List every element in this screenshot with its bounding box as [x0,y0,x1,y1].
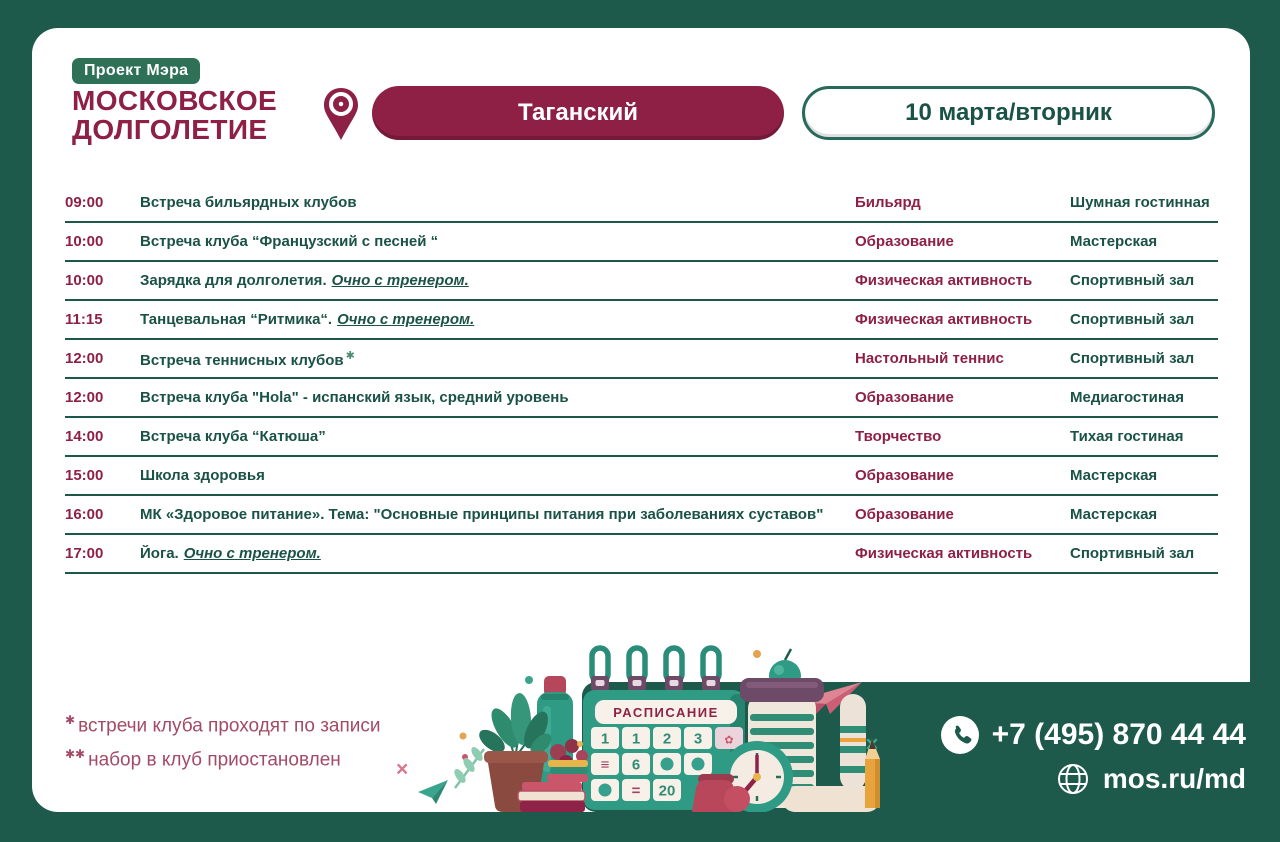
svg-text:≡: ≡ [600,756,610,774]
row-activity [140,311,855,328]
activity-note: Очно с тренером. [337,311,475,328]
row-location: Спортивный зал [1070,350,1195,367]
row-location: Спортивный зал [1070,311,1195,328]
row-time: 12:00 [65,389,104,406]
row-time: 16:00 [65,506,104,523]
globe-icon [1056,762,1090,796]
svg-text:1: 1 [631,730,641,748]
schedule-row [65,379,1218,418]
activity-text: Йога. [140,545,179,562]
branch [452,745,485,788]
schedule-row [65,535,1218,574]
activity-text: Школа здоровья [140,467,265,484]
footnote-line [65,740,381,774]
contacts [941,716,1246,796]
svg-text:=: = [631,782,641,800]
schedule-row [65,223,1218,262]
svg-text:2: 2 [662,730,672,748]
row-category: Образование [855,467,954,484]
schedule-row [65,418,1218,457]
row-category: Образование [855,506,954,523]
row-location: Спортивный зал [1070,272,1195,289]
row-category: Физическая активность [855,545,1033,562]
row-location: Медиагостиная [1070,389,1185,406]
row-location: Спортивный зал [1070,545,1195,562]
calendar-label: РАСПИСАНИЕ [613,705,719,720]
phone-number: +7 (495) 870 44 44 [991,718,1246,751]
date-pill: 10 марта/вторник [802,86,1215,140]
decor-x-mark: × [396,758,409,781]
phone-row [941,716,1246,754]
svg-text:6: 6 [631,756,641,774]
svg-text:3: 3 [693,730,703,748]
svg-text:✿: ✿ [724,734,734,747]
footnote-text: встречи клуба проходят по записи [78,715,381,737]
district-pill: Таганский [372,86,784,140]
activity-text: Встреча клуба “Французский с песней “ [140,233,439,250]
row-time: 11:15 [65,311,103,328]
row-activity [140,349,855,369]
row-time: 10:00 [65,272,104,289]
row-time: 15:00 [65,467,104,484]
row-category: Бильярд [855,194,921,211]
row-location: Шумная гостинная [1070,194,1210,211]
row-category: Образование [855,389,954,406]
website-row [1056,762,1246,796]
paper-plane-teal [418,780,448,804]
activity-footnote-mark: ✱ [345,349,355,362]
activity-text: МК «Здоровое питание». Тема: "Основные принципы питания при заболеваниях суставов" [140,506,824,523]
activity-note: Очно с тренером. [331,272,469,289]
row-activity [140,389,855,406]
row-activity [140,233,855,250]
activity-text: Танцевальная “Ритмика“. [140,311,333,328]
schedule-row [65,184,1218,223]
row-activity [140,506,855,523]
activity-text: Встреча теннисных клубов [140,351,344,369]
website-url: mos.ru/md [1102,763,1246,794]
footnote-text: набор в клуб приостановлен [88,749,341,771]
row-time: 10:00 [65,233,104,250]
row-activity [140,467,855,484]
schedule-row [65,457,1218,496]
schedule-row [65,301,1218,340]
activity-text: Зарядка для долголетия. [140,272,327,289]
row-activity [140,194,855,211]
row-category: Физическая активность [855,311,1033,328]
footnote-mark: ✱✱ [65,747,86,762]
row-time: 12:00 [65,350,104,367]
row-time: 14:00 [65,428,104,445]
footnote-line [65,706,381,740]
books-stack [518,782,585,812]
row-category: Настольный теннис [855,350,1004,367]
mayor-project-badge: Проект Мэра [72,58,200,84]
logo-title [72,86,277,144]
row-category: Физическая активность [855,272,1033,289]
svg-text:20: 20 [658,782,676,800]
row-activity [140,272,855,289]
row-category: Образование [855,233,954,250]
activity-text: Встреча клуба “Катюша” [140,428,326,445]
calendar-illustration [410,636,915,812]
activity-note: Очно с тренером. [183,545,321,562]
schedule-table [65,184,1218,574]
row-category: Творчество [855,428,942,445]
row-time: 17:00 [65,545,104,562]
activity-text: Встреча бильярдных клубов [140,194,357,211]
footnote-mark: ✱ [65,713,76,727]
row-location: Мастерская [1070,467,1158,484]
marker [840,694,866,790]
row-activity [140,428,855,445]
footnotes [65,706,381,775]
books-thin [547,760,588,782]
row-location: Мастерская [1070,233,1158,250]
row-time: 09:00 [65,194,104,211]
logo-line2: ДОЛГОЛЕТИЕ [72,114,268,145]
schedule-row [65,262,1218,301]
schedule-row [65,340,1218,379]
activity-text: Встреча клуба "Hola" - испанский язык, средний уровень [140,389,569,406]
location-pin-icon [322,86,360,142]
phone-icon [941,716,979,754]
logo-line1: МОСКОВСКОЕ [72,85,278,116]
schedule-row [65,496,1218,535]
row-location: Тихая гостиная [1070,428,1184,445]
row-activity [140,545,855,562]
row-location: Мастерская [1070,506,1158,523]
svg-text:1: 1 [600,730,610,748]
